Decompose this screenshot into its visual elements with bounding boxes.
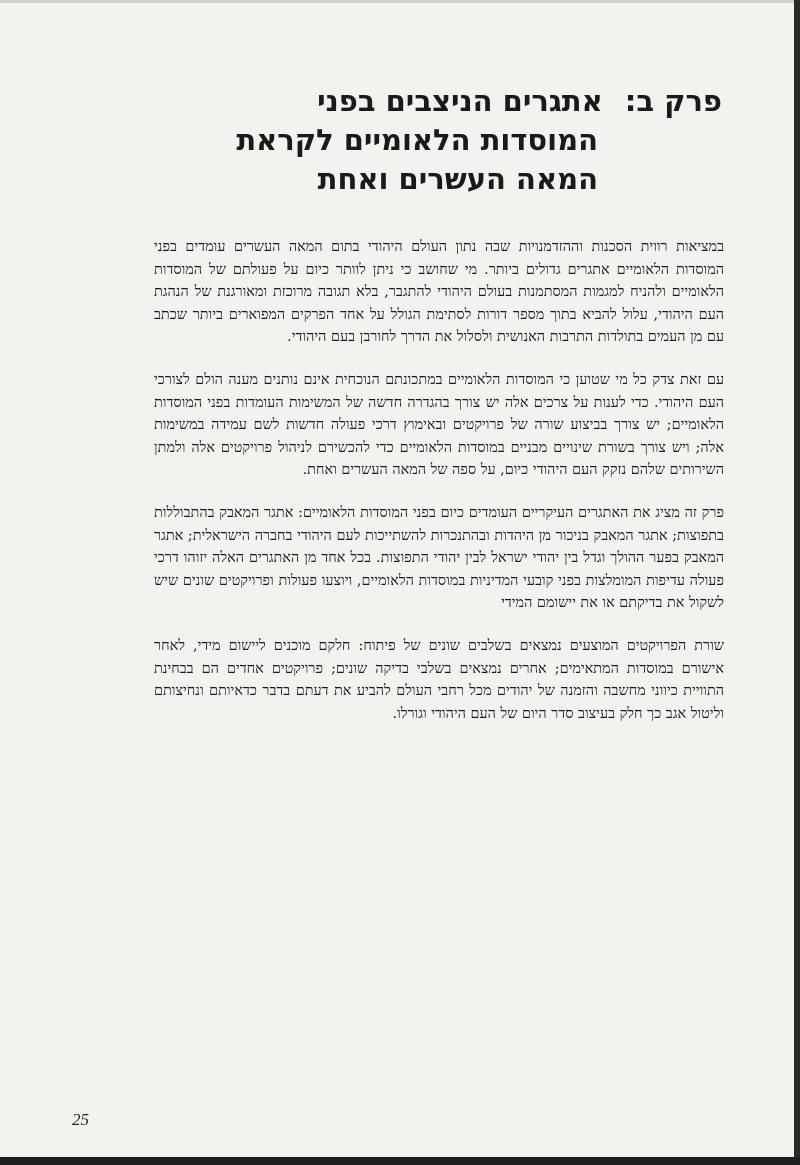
heading-line-2: המוסדות הלאומיים לקראת <box>236 123 598 157</box>
heading-row-1 <box>162 82 722 121</box>
page-number: 25 <box>72 1110 89 1129</box>
paragraph-1: במציאות רווית הסכנות וההזדמנויות שבה נתון העולם היהודי בתום המאה העשרים עומדים בפני המוסדות הלאומיים אתגרים גדולים ביותר. מי שחושב כי ניתן לוותר כיום על פעולתם של המוסדות הלאומיים ולהניח למגמות המסתמנות בעולם היהודי להתגבר, בלא תגובה מרוכזת ומאורגנת של הנהגת העם היהודי, עלול להביא בתוך מספר דורות לסתימת הגולל על אחד הפרקים המפוארים ביותר שכתב עם מן העמים בתולדות התרבות האנושית ולסלול את הדרך לחורבן בעם היהודי. <box>154 239 724 346</box>
scan-edge-bottom <box>0 1157 800 1165</box>
paragraph-3: פרק זה מציג את האתגרים העיקריים העומדים כיום בפני המוסדות הלאומיים: אתגר המאבק בהתבוללות בתפוצות; אתגר המאבק בניכור מן היהדות ובהתנכרות להשתייכות לעם היהודי בחברה הישראלית; אתגר המאבק בפער ההולך וגדל בין יהודי ישראל לבין יהודי התפוצות. בכל אחד מן האתגרים האלה יזוהו דרכי פעולה עדיפות המומלצות בפני קובעי המדיניות במוסדות הלאומיים, ויוצעו פעולות ופרויקטים שונים שיש לשקול את בדיקתם או את יישומם המידי <box>154 504 724 612</box>
heading-line-3: המאה העשרים ואחת <box>317 162 598 196</box>
paragraph-2: עם זאת צדק כל מי שטוען כי המוסדות הלאומיים במתכונתם הנוכחית אינם נותנים מענה הולם לצורכי העם היהודי. כדי לענות על צרכים אלה יש צורך בהגדרה חדשה של המשימות העומדות בפני המוסדות הלאומיים; יש צורך בביצוע שורה של פרויקטים ובאימוץ דרכי פעולה חדשות לשם עמידה במשימות אלה; ויש צורך בשורת שינויים מבניים במוסדות הלאומיים כדי להכשירם לניהול פרויקטים אלה ולמתן השירותים שלהם נזקק העם היהודי כיום, על ספה של המאה העשרים ואחת. <box>154 371 724 479</box>
scan-edge-top <box>0 0 800 3</box>
paragraph-4: שורת הפרויקטים המוצעים נמצאים בשלבים שונים של פיתוח: חלקם מוכנים ליישום מידי, לאחר אישורם במוסדות המתאימים; אחרים נמצאים בשלבי בדיקה שונים; פרויקטים אחדים הם בבחינת התוויית כיווני מחשבה והזמנה של יהודים מכל רחבי העולם להביע את דעתם בדבר כדאיותם ונחיצותם וליטול אגב כך חלק בעיצוב סדר היום של העם היהודי וגורלו. <box>154 637 724 722</box>
chapter-label: פרק ב: <box>624 84 722 118</box>
chapter-heading <box>162 82 722 199</box>
heading-line-1: אתגרים הניצבים בפני <box>317 84 603 118</box>
scan-edge-right <box>794 0 800 1165</box>
body-text <box>154 236 724 745</box>
